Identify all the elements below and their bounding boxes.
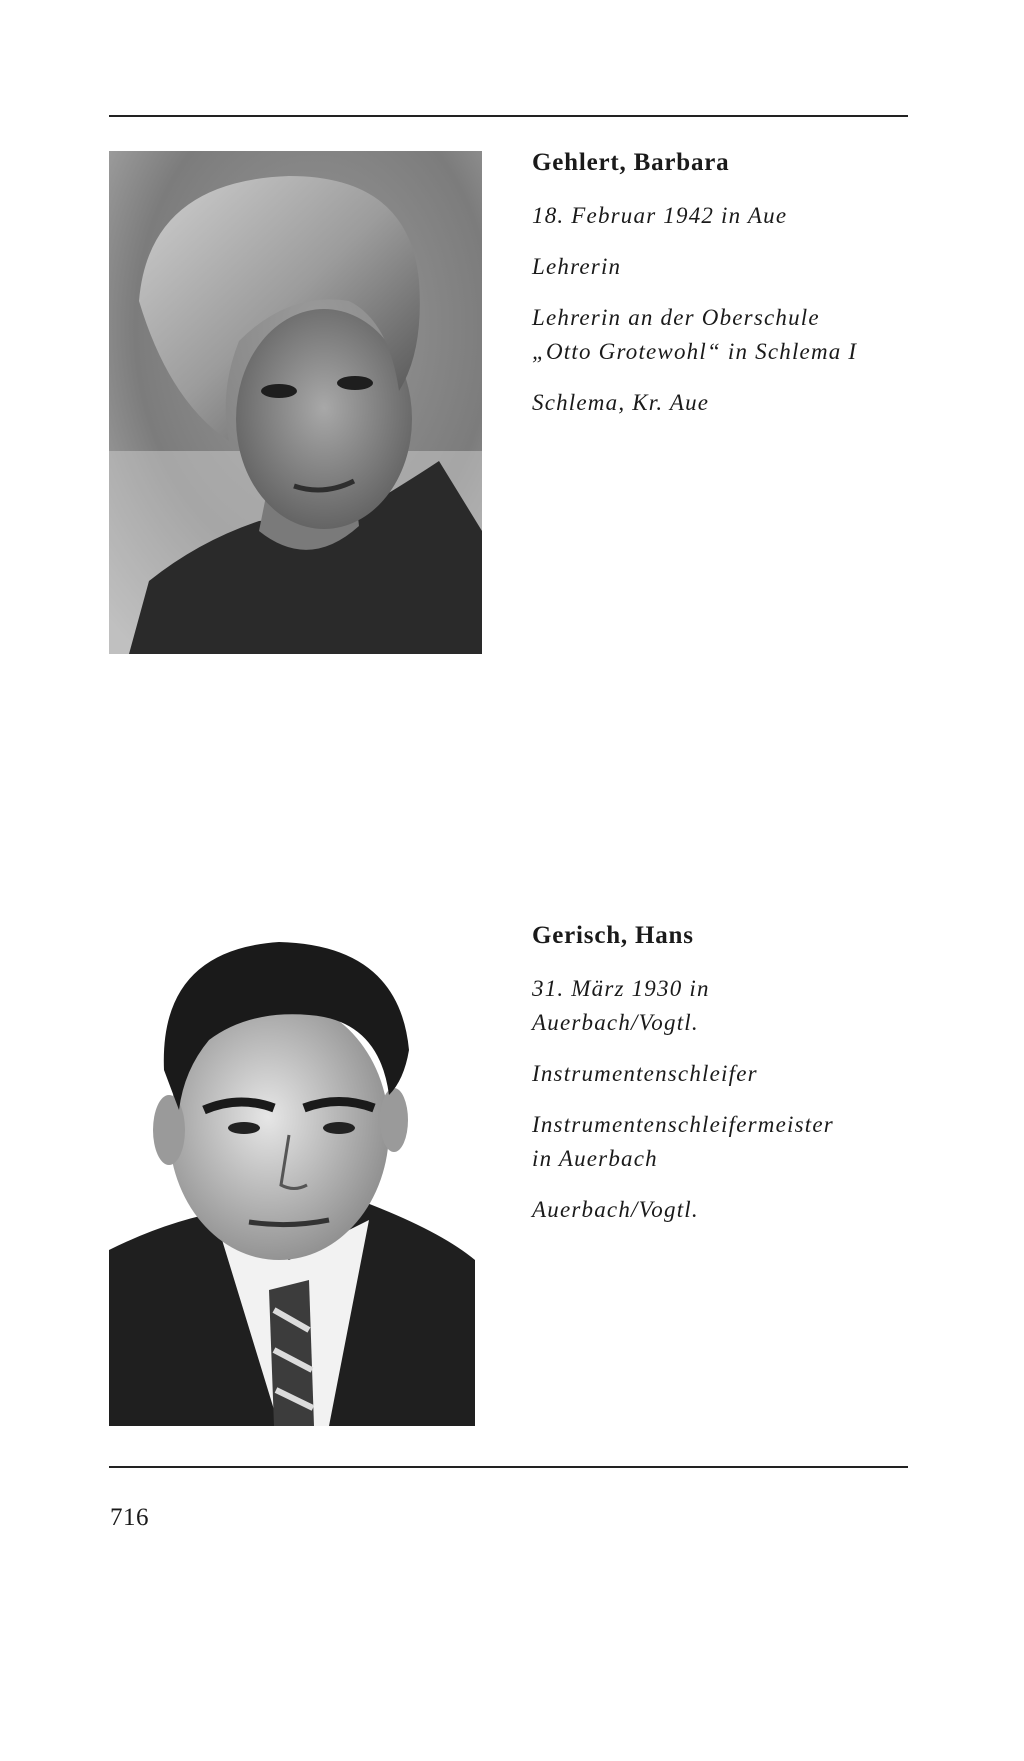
bottom-rule [109, 1466, 908, 1468]
entry-residence: Schlema, Kr. Aue [532, 390, 710, 415]
entry-profession: Lehrerin [532, 254, 622, 279]
portrait-photo-gehlert [109, 151, 482, 654]
entry-residence: Auerbach/Vogtl. [532, 1197, 699, 1222]
entry-birth: 31. März 1930 in Auerbach/Vogtl. [532, 976, 710, 1035]
biography-entry-gehlert [532, 148, 912, 437]
entry-name: Gerisch, Hans [532, 922, 694, 949]
entry-position: Instrumentenschleifermeister in Auerbach [532, 1112, 834, 1171]
entry-position: Lehrerin an der Oberschule „Otto Grotewohl“ in Schlema I [532, 305, 858, 364]
entry-birth: 18. Februar 1942 in Aue [532, 203, 788, 228]
entry-profession: Instrumentenschleifer [532, 1061, 758, 1086]
page-number: 716 [110, 1504, 149, 1531]
biography-entry-gerisch [532, 921, 912, 1244]
top-rule [109, 115, 908, 117]
portrait-photo-gerisch [109, 930, 475, 1426]
entry-name: Gehlert, Barbara [532, 149, 730, 176]
